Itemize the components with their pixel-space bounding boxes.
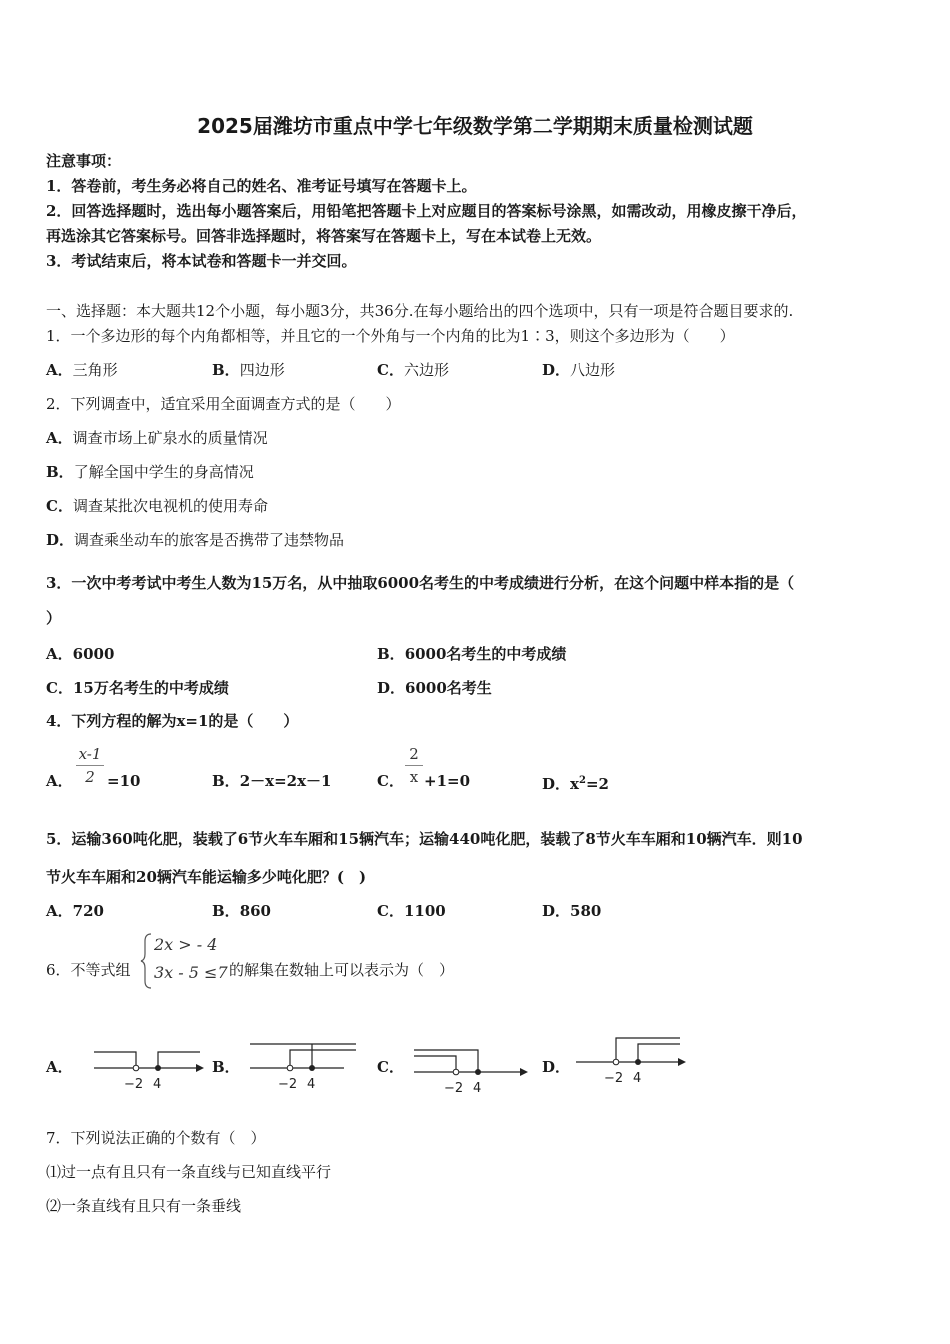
q5-option-d: D．580 [542, 902, 602, 920]
q3-option-d: D．6000名考生 [377, 679, 492, 697]
q6-option-a-label: A． [46, 1058, 73, 1076]
q1-stem: 1．一个多边形的每个内角都相等，并且它的一个外角与一个内角的比为1∶3，则这个多边形为（ ） [46, 327, 735, 345]
q2-option-d: D．调查乘坐动车的旅客是否携带了违禁物品 [46, 531, 345, 549]
q6-inequality-1: 2x > - 4 [154, 935, 218, 954]
q4-option-c-fraction [405, 745, 423, 786]
fraction-bar [405, 765, 423, 766]
q4-option-b: B．2－x=2x－1 [212, 772, 332, 790]
q6-number-line-c [410, 1040, 532, 1098]
tick-label-neg2: −2 [124, 1077, 144, 1092]
q3-option-a: A．6000 [46, 645, 115, 663]
q5-stem-continued: 节火车车厢和20辆汽车能运输多少吨化肥？( ) [46, 868, 367, 886]
q1-option-c: C．六边形 [377, 361, 449, 379]
q4-option-c-key: C． [377, 772, 404, 790]
q4-option-c-rest: +1=0 [424, 772, 471, 790]
q6-inequality-2: 3x - 5 ≤7 [154, 963, 228, 982]
tick-label-neg2: −2 [278, 1077, 298, 1092]
q4-option-a-key: A． [46, 772, 73, 790]
q6-option-b-label: B． [212, 1058, 240, 1076]
q4-c-denominator: x [409, 768, 419, 786]
tick-label-4: 4 [307, 1077, 316, 1092]
notice-item-1: 1．答卷前，考生务必将自己的姓名、准考证号填写在答题卡上。 [46, 177, 477, 195]
q3-option-b: B．6000名考生的中考成绩 [377, 645, 567, 663]
q1-option-b: B．四边形 [212, 361, 285, 379]
q2-stem: 2．下列调查中，适宜采用全面调查方式的是（ ） [46, 395, 401, 413]
tick-label-neg2: −2 [444, 1081, 464, 1096]
q4-c-numerator: 2 [409, 745, 419, 763]
q4-option-a-rest: =10 [107, 772, 141, 790]
q4-a-denominator: 2 [85, 768, 95, 786]
q4-stem: 4．下列方程的解为x=1的是（ ） [46, 712, 299, 730]
tick-label-neg2: −2 [604, 1071, 624, 1086]
tick-label-4: 4 [473, 1081, 482, 1096]
system-brace [140, 932, 154, 990]
page-title: 2025届潍坊市重点中学七年级数学第二学期期末质量检测试题 [197, 114, 753, 138]
notice-item-3: 3．考试结束后，将本试卷和答题卡一并交回。 [46, 252, 357, 270]
tick-label-4: 4 [153, 1077, 162, 1092]
fraction-bar [76, 765, 104, 766]
q3-option-c: C．15万名考生的中考成绩 [46, 679, 229, 697]
arrow-head-icon [520, 1068, 528, 1076]
notice-item-2b: 再选涂其它答案标号。回答非选择题时，将答案写在答题卡上，写在本试卷上无效。 [46, 227, 602, 245]
q3-stem-continued: ） [46, 609, 62, 627]
arrow-head-icon [196, 1064, 204, 1072]
q2-option-a: A．调查市场上矿泉水的质量情况 [46, 429, 268, 447]
q5-option-c: C．1100 [377, 902, 446, 920]
q7-stem: 7．下列说法正确的个数有（ ） [46, 1129, 266, 1147]
arrow-head-icon [678, 1058, 686, 1066]
q2-option-b: B．了解全国中学生的身高情况 [46, 463, 254, 481]
q6-number-line-b [244, 1036, 362, 1096]
q4-a-numerator: x-1 [78, 745, 102, 763]
tick-label-4: 4 [633, 1071, 642, 1086]
q7-statement-1: ⑴过一点有且只有一条直线与已知直线平行 [46, 1163, 332, 1181]
q5-option-a: A．720 [46, 902, 104, 920]
q1-option-a: A．三角形 [46, 361, 118, 379]
section-heading: 一、选择题：本大题共12个小题，每小题3分，共36分.在每小题给出的四个选项中，只有一项是符合题目要求的. [46, 302, 794, 320]
q5-stem: 5．运输360吨化肥，装载了6节火车车厢和15辆汽车；运输440吨化肥，装载了8节火车车厢和10辆汽车．则10 [46, 830, 803, 848]
q6-number-line-a [90, 1040, 208, 1096]
q6-prefix: 6．不等式组 [46, 961, 131, 979]
q6-option-d-label: D． [542, 1058, 571, 1076]
q6-option-c-label: C． [377, 1058, 404, 1076]
q1-option-d: D．八边形 [542, 361, 616, 379]
q6-number-line-d [572, 1034, 690, 1090]
q2-option-c: C．调查某批次电视机的使用寿命 [46, 497, 268, 515]
notice-heading: 注意事项： [46, 152, 122, 170]
q6-suffix: 的解集在数轴上可以表示为（ ） [229, 961, 455, 979]
q5-option-b: B．860 [212, 902, 271, 920]
q3-stem: 3．一次中考考试中考生人数为15万名，从中抽取6000名考生的中考成绩进行分析，在这个问题中样本指的是（ [46, 574, 795, 592]
q4-option-d: D．$x^2=2$ [542, 775, 609, 793]
q4-option-a-fraction [76, 745, 104, 786]
notice-item-2a: 2．回答选择题时，选出每小题答案后，用铅笔把答题卡上对应题目的答案标号涂黑，如需改动，用橡皮擦干净后， [46, 202, 807, 220]
q7-statement-2: ⑵一条直线有且只有一条垂线 [46, 1197, 242, 1215]
